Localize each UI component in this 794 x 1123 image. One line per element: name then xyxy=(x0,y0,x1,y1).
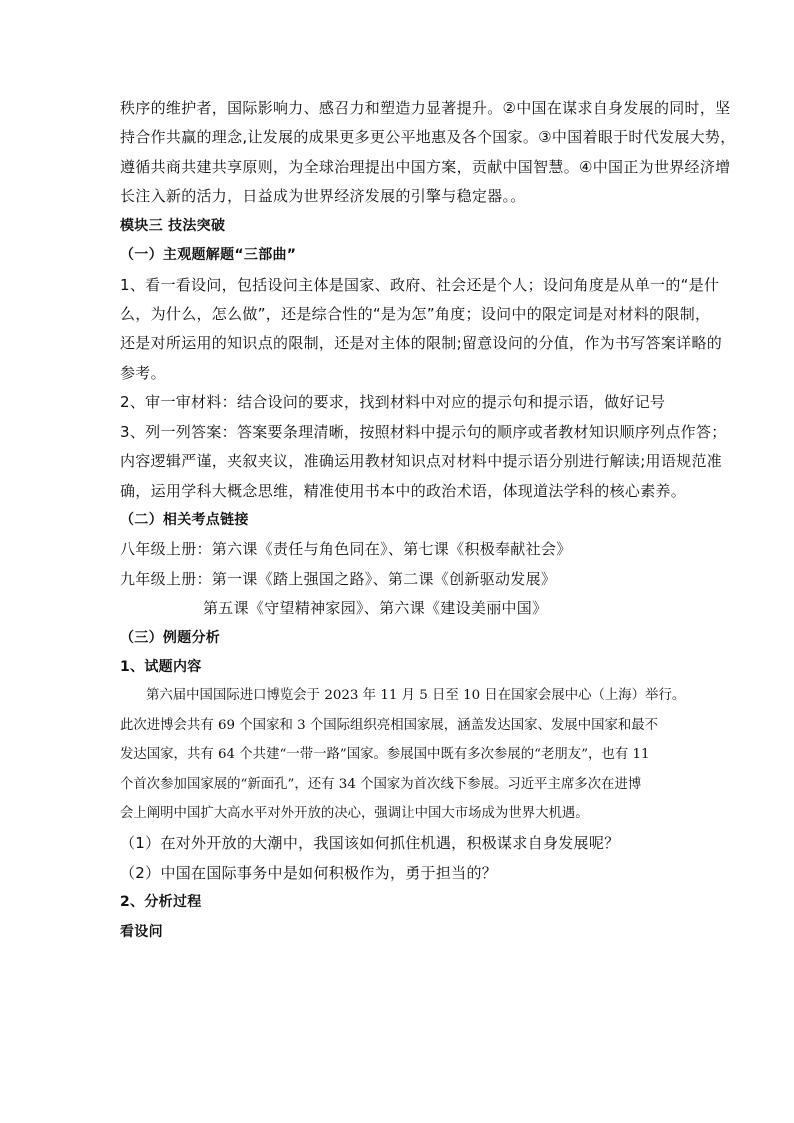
step1-line-1: 1、看一看设问，包括设问主体是国家、政府、社会还是个人；设问角度是从单一的“是什 xyxy=(120,276,720,294)
section1-heading: （一）主观题解题“三部曲” xyxy=(120,247,297,263)
sub1-heading: 1、试题内容 xyxy=(120,659,202,675)
section3-heading: （三）例题分析 xyxy=(120,630,221,646)
material-line-1: 第六届中国国际进口博览会于 2023 年 11 月 5 日至 10 日在国家会展中心（上海）举行。 xyxy=(146,688,686,703)
material-line-3: 发达国家，共有 64 个共建“一带一路”国家。参展国中既有多次参展的“老朋友”，也有 11 xyxy=(120,747,650,762)
question-2: （2）中国在国际事务中是如何积极作为，勇于担当的？ xyxy=(120,864,498,882)
step3-line-2: 内容逻辑严谨，夹叙夹议，准确运用教材知识点对材料中提示语分别进行解读;用语规范准 xyxy=(120,452,723,470)
intro-line-4: 长注入新的活力，日益成为世界经济发展的引擎与稳定器。。 xyxy=(120,187,526,205)
step1-line-2: 么，为什么，怎么做”，还是综合性的“是为怎”角度；设问中的限定词是对材料的限制， xyxy=(120,305,711,323)
material-line-5: 会上阐明中国扩大高水平对外开放的决心，强调让中国大市场成为世界大机遇。 xyxy=(120,806,589,821)
step3-line-3: 确，运用学科大概念思维，精准使用书本中的政治术语，体现道法学科的核心素养。 xyxy=(120,482,687,500)
step2-line: 2、审一审材料：结合设问的要求，找到材料中对应的提示句和提示语，做好记号 xyxy=(120,393,666,411)
intro-line-2: 持合作共赢的理念,让发展的成果更多更公平地惠及各个国家。③中国着眼于时代发展大势， xyxy=(120,128,736,146)
material-line-2: 此次进博会共有 69 个国家和 3 个国际组织亮相国家展，涵盖发达国家、发展中国家和最不 xyxy=(120,718,659,733)
step3-line-1: 3、列一列答案：答案要条理清晰，按照材料中提示句的顺序或者教材知识顺序列点作答； xyxy=(120,423,727,441)
module-heading: 模块三 技法突破 xyxy=(120,218,226,234)
link-line-3: 第五课《守望精神家园》、第六课《建设美丽中国》 xyxy=(203,599,548,617)
step1-line-3: 还是对所运用的知识点的限制，还是对主体的限制;留意设问的分值，作为书写答案详略的 xyxy=(120,334,723,352)
section2-heading: （二）相关考点链接 xyxy=(120,512,249,528)
sub2-heading: 2、分析过程 xyxy=(120,894,202,910)
intro-line-3: 遵循共商共建共享原则，为全球治理提出中国方案，贡献中国智慧。④中国正为世界经济增 xyxy=(120,158,731,176)
intro-line-1: 秩序的维护者，国际影响力、感召力和塑造力显著提升。②中国在谋求自身发展的同时，坚 xyxy=(120,99,731,117)
step1-line-4: 参考。 xyxy=(120,364,166,382)
link-line-1: 八年级上册：第六课《责任与角色同在》、第七课《积极奉献社会》 xyxy=(120,540,572,558)
link-line-2: 九年级上册：第一课《踏上强国之路》、第二课《创新驱动发展》 xyxy=(120,570,557,588)
look-question-heading: 看设问 xyxy=(120,924,163,940)
material-line-4: 个首次参加国家展的“新面孔”，还有 34 个国家为首次线下参展。习近平主席多次在进博 xyxy=(120,777,642,792)
question-1: （1）在对外开放的大潮中，我国该如何抓住机遇，积极谋求自身发展呢？ xyxy=(120,834,620,852)
